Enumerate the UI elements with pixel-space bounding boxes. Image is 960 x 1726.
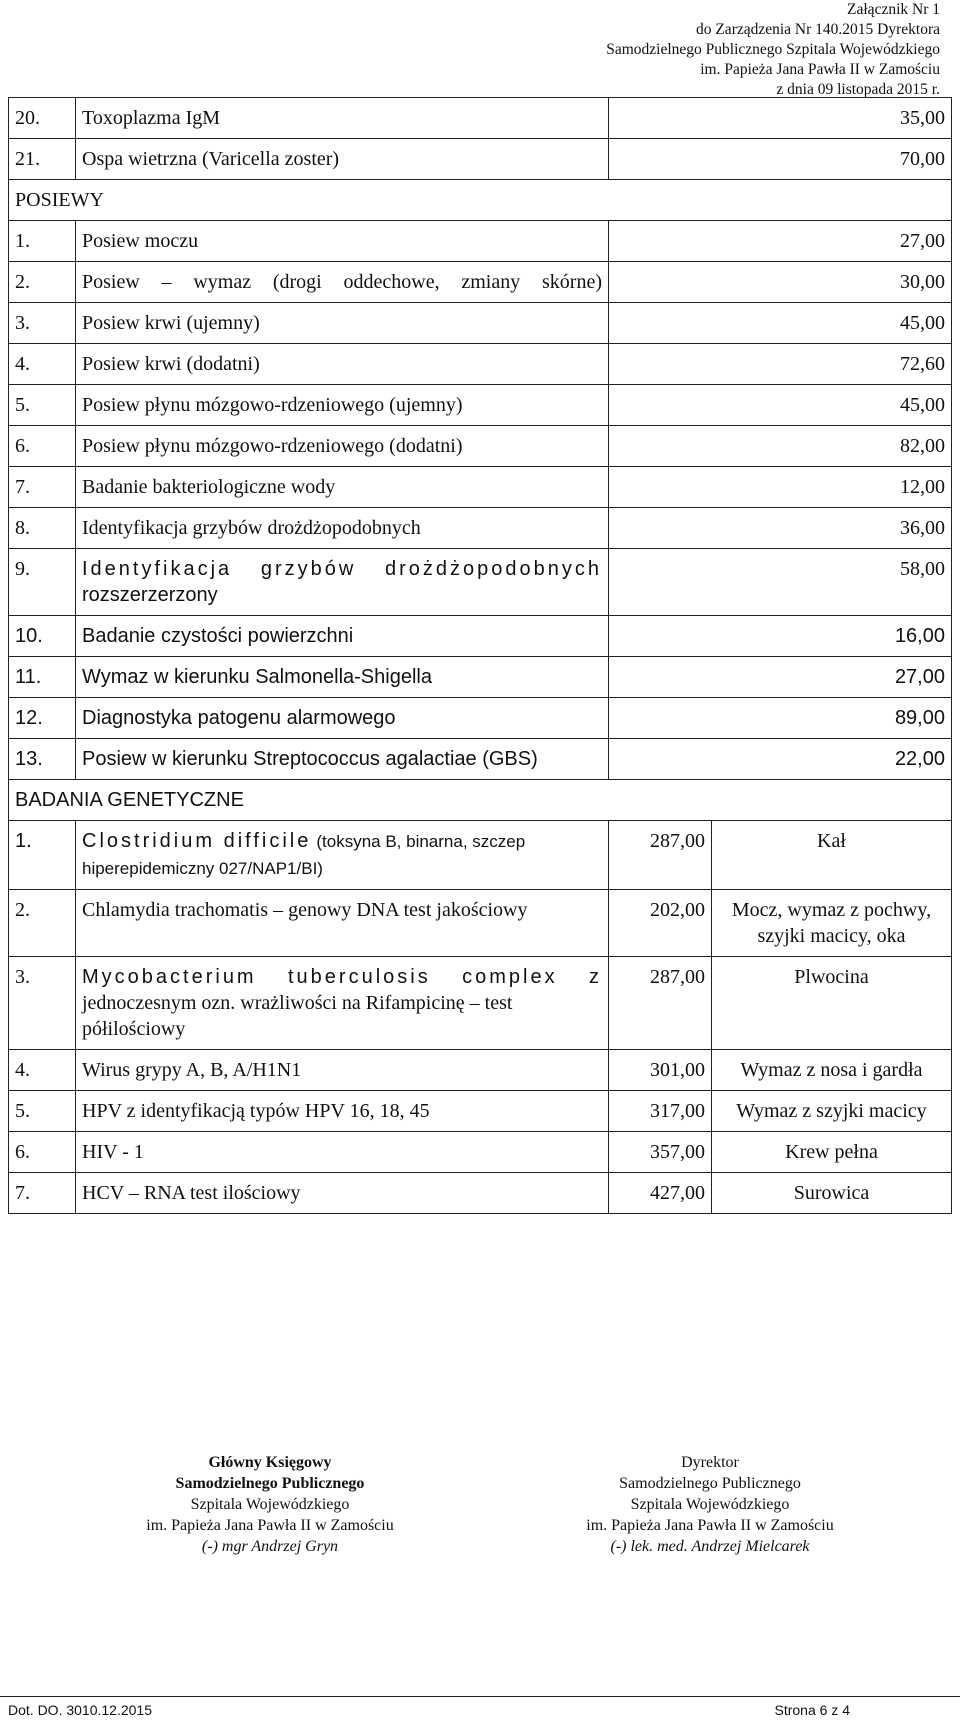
table-row [9,221,952,262]
row-price: 58,00 [609,549,952,616]
row-name-line: Identyfikacja grzybów drożdżopodobnych [82,558,602,580]
row-name: HIV - 1 [76,1132,609,1173]
row-price: 427,00 [609,1173,712,1214]
row-price: 70,00 [609,139,952,180]
table-row [9,262,952,303]
row-number: 5. [9,385,76,426]
row-name: Badanie czystości powierzchni [76,616,609,657]
row-name: HCV – RNA test ilościowy [76,1173,609,1214]
section-title: POSIEWY [9,180,952,221]
row-name: Toxoplazma IgM [76,98,609,139]
footer-divider [0,1696,960,1697]
row-name-rest: jednoczesnym ozn. wrażliwości na Rifampicinę – test półilościowy [82,992,513,1040]
row-name-line: Mycobacterium tuberculosis complex z [82,966,602,988]
row-price: 357,00 [609,1132,712,1173]
row-name: Chlamydia trachomatis – genowy DNA test jakościowy [76,890,609,957]
row-number: 4. [9,344,76,385]
row-number: 1. [9,821,76,890]
table-row [9,508,952,549]
row-material: Kał [712,821,952,890]
table-row [9,1132,952,1173]
row-name: Posiew moczu [76,221,609,262]
row-number: 13. [9,739,76,780]
row-price: 72,60 [609,344,952,385]
row-name-detail: (toksyna B, binarna, szczep hiperepidemiczny 027/NAP1/BI) [82,832,526,878]
row-number: 8. [9,508,76,549]
row-number: 11. [9,657,76,698]
row-name: Identyfikacja grzybów drożdżopodobnych [76,508,609,549]
table-row [9,344,952,385]
row-price: 45,00 [609,303,952,344]
table-row [9,1173,952,1214]
table-row [9,139,952,180]
section-header [9,780,952,821]
row-name: Posiew krwi (ujemny) [76,303,609,344]
row-name-text: Posiew – wymaz (drogi oddechowe, zmiany skórne) [82,271,602,293]
table-row [9,657,952,698]
row-number: 5. [9,1091,76,1132]
header-line: do Zarządzenia Nr 140.2015 Dyrektora [695,21,940,38]
row-name-main: Clostridium difficile [82,830,312,852]
row-name: Badanie bakteriologiczne wody [76,467,609,508]
row-name: Posiew płynu mózgowo-rdzeniowego (ujemny) [76,385,609,426]
row-price: 45,00 [609,385,952,426]
price-table [8,97,952,1214]
table-row [9,98,952,139]
row-number: 12. [9,698,76,739]
footer-page-number: Strona 6 z 4 [774,1702,850,1718]
row-name: Diagnostyka patogenu alarmowego [76,698,609,739]
row-price: 301,00 [609,1050,712,1091]
row-number: 1. [9,221,76,262]
table-row [9,957,952,1050]
row-price: 89,00 [609,698,952,739]
row-number: 6. [9,1132,76,1173]
row-price: 27,00 [609,221,952,262]
footer-reference: Dot. DO. 3010.12.2015 [8,1702,152,1718]
table-row [9,303,952,344]
row-price: 36,00 [609,508,952,549]
table-row [9,890,952,957]
row-price: 12,00 [609,467,952,508]
row-number: 4. [9,1050,76,1091]
signature-line: im. Papieża Jana Pawła II w Zamościu [146,1517,394,1534]
row-price: 22,00 [609,739,952,780]
signature-line: Szpitala Wojewódzkiego [630,1496,790,1513]
signature-name: (-) lek. med. Andrzej Mielcarek [610,1538,810,1555]
row-number: 7. [9,467,76,508]
row-name: Ospa wietrzna (Varicella zoster) [76,139,609,180]
signature-line: Szpitala Wojewódzkiego [190,1496,350,1513]
row-material: Surowica [712,1173,952,1214]
row-price: 30,00 [609,262,952,303]
header-line: Załącznik Nr 1 [847,1,940,18]
row-material: Wymaz z szyjki macicy [712,1091,952,1132]
row-material: Plwocina [712,957,952,1050]
row-name [76,549,609,616]
row-material: Mocz, wymaz z pochwy, szyjki macicy, oka [712,890,952,957]
signature-line: im. Papieża Jana Pawła II w Zamościu [586,1517,834,1534]
row-number: 3. [9,957,76,1050]
signature-title: Dyrektor [681,1454,739,1471]
table-row [9,467,952,508]
row-name [76,262,609,303]
header-line: z dnia 09 listopada 2015 r. [776,81,940,98]
row-price: 82,00 [609,426,952,467]
header-line: Samodzielnego Publicznego Szpitala Wojewódzkiego [606,41,940,58]
row-name: HPV z identyfikacją typów HPV 16, 18, 45 [76,1091,609,1132]
table-row [9,549,952,616]
signature-director [530,1452,890,1557]
row-number: 20. [9,98,76,139]
section-header [9,180,952,221]
row-number: 2. [9,890,76,957]
table-row [9,1091,952,1132]
table-row [9,1050,952,1091]
table-row [9,821,952,890]
row-number: 10. [9,616,76,657]
row-name-line: rozszerzerzony [82,584,218,606]
signature-line: Samodzielnego Publicznego [619,1475,801,1492]
row-price: 16,00 [609,616,952,657]
row-number: 6. [9,426,76,467]
header-line: im. Papieża Jana Pawła II w Zamościu [700,61,940,78]
row-number: 9. [9,549,76,616]
row-name: Posiew w kierunku Streptococcus agalactiae (GBS) [76,739,609,780]
row-price: 35,00 [609,98,952,139]
row-name [76,821,609,890]
signature-chief-accountant [90,1452,450,1557]
document-header [520,0,940,100]
row-number: 2. [9,262,76,303]
table-row [9,616,952,657]
row-name [76,957,609,1050]
row-price: 317,00 [609,1091,712,1132]
section-title: BADANIA GENETYCZNE [9,780,952,821]
signature-name: (-) mgr Andrzej Gryn [201,1538,339,1555]
table-row [9,385,952,426]
row-name: Wirus grypy A, B, A/H1N1 [76,1050,609,1091]
row-price: 287,00 [609,821,712,890]
table-row [9,739,952,780]
row-number: 3. [9,303,76,344]
row-price: 202,00 [609,890,712,957]
row-name: Wymaz w kierunku Salmonella-Shigella [76,657,609,698]
row-number: 21. [9,139,76,180]
table-row [9,698,952,739]
signature-title: Główny Księgowy [208,1454,332,1471]
row-price: 27,00 [609,657,952,698]
row-number: 7. [9,1173,76,1214]
signature-line: Samodzielnego Publicznego [175,1475,365,1492]
row-name: Posiew krwi (dodatni) [76,344,609,385]
table-row [9,426,952,467]
row-name: Posiew płynu mózgowo-rdzeniowego (dodatni) [76,426,609,467]
row-material: Wymaz z nosa i gardła [712,1050,952,1091]
row-material: Krew pełna [712,1132,952,1173]
row-price: 287,00 [609,957,712,1050]
